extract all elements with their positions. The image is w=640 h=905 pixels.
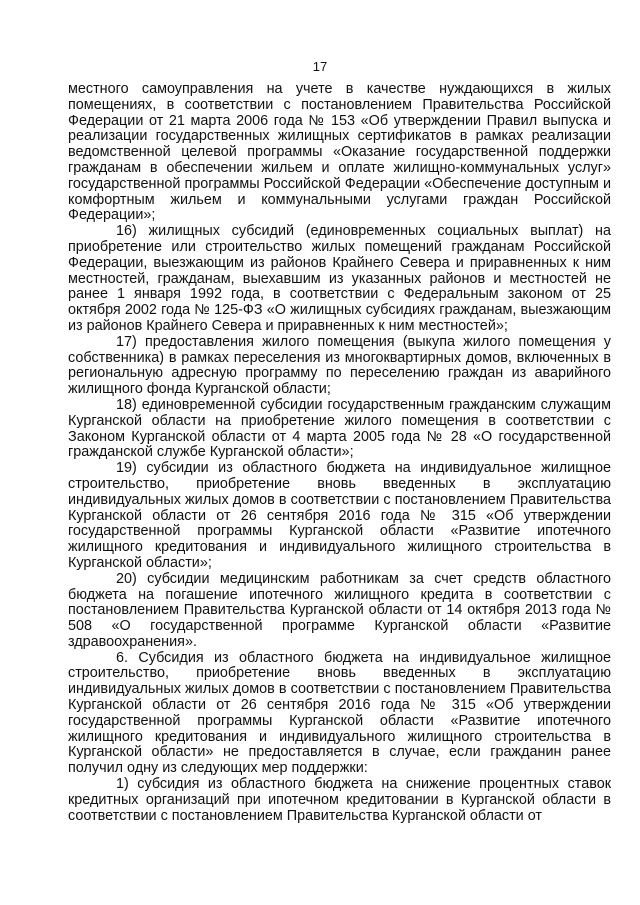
list-item-17: 17) предоставления жилого помещения (выкупа жилого помещения у собственника) в рамках переселения из многоквартирных домов, включенных в региональную адресную программу по переселению граждан из аварийного жилищного фонда Курганской области; [68,333,611,398]
list-item-16: 16) жилищных субсидий (единовременных социальных выплат) на приобретение или строительство жилых помещений гражданам Российской Федерации, выезжающим из районов Крайнего Севера и приравненных к ним местностей, гражданам, выехавшим из указанных районов и местностей не ранее 1 января 1992 года, в соответствии с Федеральным законом от 25 октября 2002 года № 125-ФЗ «О жилищных субсидиях гражданам, выезжающим из районов Крайнего Севера и приравненных к ним местностей»; [68,223,611,334]
list-item-1: 1) субсидия из областного бюджета на снижение процентных ставок кредитных организаций при ипотечном кредитовании в Курганской области в соответствии с постановлением Правительства Курганской области от [68,776,611,824]
list-item-20: 20) субсидии медицинским работникам за счет средств областного бюджета на погашение ипотечного жилищного кредита в соответствии с постановлением Правительства Курганской области от 14 октября 2013 года № 508 «О государственной программе Курганской области «Развитие здравоохранения». [68,570,611,650]
document-body [68,82,611,824]
section-6-paragraph: 6. Субсидия из областного бюджета на индивидуальное жилищное строительство, приобретение вновь введенных в эксплуатацию индивидуальных жилых домов в соответствии с постановлением Правительства Курганской области от 26 сентября 2016 года № 315 «Об утверждении государственной программы Курганской области «Развитие ипотечного жилищного кредитования и индивидуального жилищного строительства в Курганской области» не предоставляется в случае, если гражданин ранее получил одну из следующих мер поддержки: [68,649,611,777]
paragraph-continuation: местного самоуправления на учете в качестве нуждающихся в жилых помещениях, в соответствии с постановлением Правительства Российской Федерации от 21 марта 2006 года № 153 «Об утверждении Правил выпуска и реализации государственных жилищных сертификатов в рамках реализации ведомственной целевой программы «Оказание государственной поддержки гражданам в обеспечении жильем и оплате жилищно-коммунальных услуг» государственной программы Российской Федерации «Обеспечение доступным и комфортным жильем и коммунальными услугами граждан Российской Федерации»; [68,81,611,224]
list-item-18: 18) единовременной субсидии государственным гражданским служащим Курганской области на приобретение жилого помещения в соответствии с Законом Курганской области от 4 марта 2005 года № 28 «О государственной гражданской службе Курганской области»; [68,396,611,461]
list-item-19: 19) субсидии из областного бюджета на индивидуальное жилищное строительство, приобретение вновь введенных в эксплуатацию индивидуальных жилых домов в соответствии с постановлением Правительства Курганской области от 26 сентября 2016 года № 315 «Об утверждении государственной программы Курганской области «Развитие ипотечного жилищного кредитования и индивидуального жилищного строительства в Курганской области»; [68,460,611,571]
page-number: 17 [312,59,328,74]
